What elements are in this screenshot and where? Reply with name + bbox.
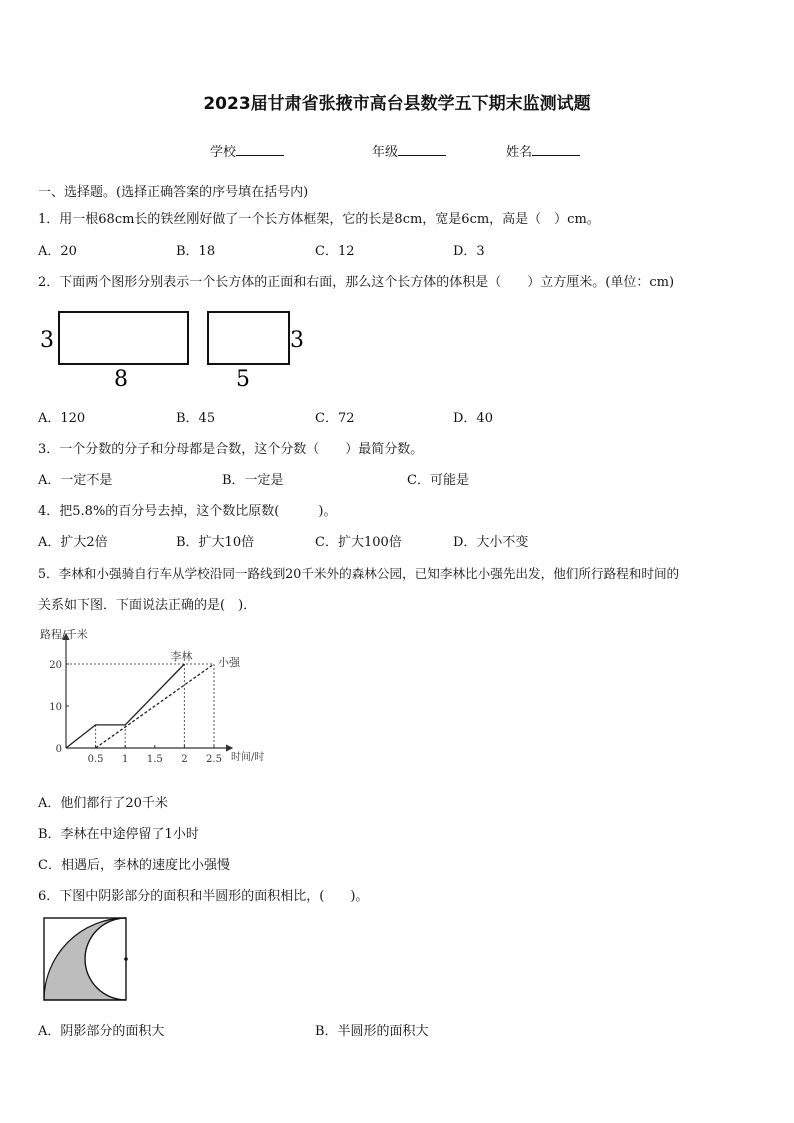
q1-option-a[interactable]: A．20 xyxy=(38,244,77,259)
series-line-0 xyxy=(66,664,184,748)
x-tick-label-0: 0.5 xyxy=(87,754,104,765)
front-width-label: 8 xyxy=(114,367,128,392)
question-3-text: 3．一个分数的分子和分母都是合数，这个分数（ ）最简分数。 xyxy=(38,442,424,457)
q5-option-b[interactable]: B．李林在中途停留了1小时 xyxy=(38,827,199,842)
q4-option-a[interactable]: A．扩大2倍 xyxy=(38,535,108,550)
q2-option-c[interactable]: C．72 xyxy=(315,411,355,426)
series-line-1 xyxy=(96,664,214,748)
name-blank[interactable] xyxy=(532,143,580,156)
semicircle-figure xyxy=(40,914,135,1006)
grade-blank[interactable] xyxy=(398,143,446,156)
q2-option-a[interactable]: A．120 xyxy=(38,411,86,426)
x-tick-label-2: 1.5 xyxy=(146,754,163,765)
school-label: 学校 xyxy=(210,145,237,160)
q3-option-c[interactable]: C．可能是 xyxy=(407,473,469,488)
question-5-text-line1: 5．李林和小强骑自行车从学校沿同一路线到20千米外的森林公园，已知李林比小强先出发，他们所行路程和时间的 xyxy=(38,566,680,581)
page-title: 2023届甘肃省张掖市高台县数学五下期末监测试题 xyxy=(203,94,591,114)
x-tick-label-1: 1 xyxy=(122,754,129,765)
distance-time-chart xyxy=(36,624,286,770)
side-width-label: 5 xyxy=(236,367,250,392)
front-view-rect xyxy=(59,312,188,364)
question-6-text: 6．下图中阴影部分的面积和半圆形的面积相比，( )。 xyxy=(38,889,369,904)
x-axis-label: 时间/时 xyxy=(231,752,265,763)
q6-option-a[interactable]: A．阴影部分的面积大 xyxy=(38,1024,165,1039)
y-axis-label: 路程/千米 xyxy=(40,628,88,641)
grade-label: 年级 xyxy=(372,145,399,160)
series-label-1: 小强 xyxy=(218,656,240,669)
q4-option-b[interactable]: B．扩大10倍 xyxy=(176,535,255,550)
x-tick-label-3: 2 xyxy=(181,754,188,765)
q5-option-a[interactable]: A．他们都行了20千米 xyxy=(38,796,168,811)
q5-option-c[interactable]: C．相遇后，李林的速度比小强慢 xyxy=(38,858,230,873)
y-tick-label-0: 0 xyxy=(55,744,62,755)
q2-option-b[interactable]: B．45 xyxy=(176,411,216,426)
q1-option-b[interactable]: B．18 xyxy=(176,244,216,259)
section-heading: 一、选择题。(选择正确答案的序号填在括号内) xyxy=(38,185,309,200)
name-label: 姓名 xyxy=(506,145,533,160)
q6-option-b[interactable]: B．半圆形的面积大 xyxy=(315,1024,429,1039)
question-2-text: 2．下面两个图形分别表示一个长方体的正面和右面，那么这个长方体的体积是（ ）立方厘米。(单位：cm) xyxy=(38,275,675,290)
side-view-rect xyxy=(208,312,289,364)
side-height-label: 3 xyxy=(290,328,304,353)
x-tick-label-4: 2.5 xyxy=(206,754,222,765)
q1-option-c[interactable]: C．12 xyxy=(315,244,355,259)
front-height-label: 3 xyxy=(40,328,54,353)
y-tick-label-2: 20 xyxy=(49,660,62,671)
question-1-text: 1．用一根68cm长的铁丝刚好做了一个长方体框架，它的长是8cm，宽是6cm，高是（ ）cm。 xyxy=(38,212,600,227)
q3-option-a[interactable]: A．一定不是 xyxy=(38,473,113,488)
name-field xyxy=(506,141,580,160)
box-views-figure xyxy=(36,306,316,396)
q1-option-d[interactable]: D．3 xyxy=(453,244,485,259)
y-tick-label-1: 10 xyxy=(49,702,62,713)
question-4-text: 4．把5.8%的百分号去掉，这个数比原数( )。 xyxy=(38,504,337,519)
q3-option-b[interactable]: B．一定是 xyxy=(222,473,284,488)
center-point xyxy=(124,957,128,961)
grade-field xyxy=(372,141,446,160)
q4-option-d[interactable]: D．大小不变 xyxy=(453,535,529,550)
question-5-text-line2: 关系如下图．下面说法正确的是( )． xyxy=(38,598,257,613)
school-field xyxy=(210,141,284,160)
q2-option-d[interactable]: D．40 xyxy=(453,411,493,426)
series-label-0: 李林 xyxy=(170,650,193,663)
school-blank[interactable] xyxy=(236,143,284,156)
q4-option-c[interactable]: C．扩大100倍 xyxy=(315,535,402,550)
